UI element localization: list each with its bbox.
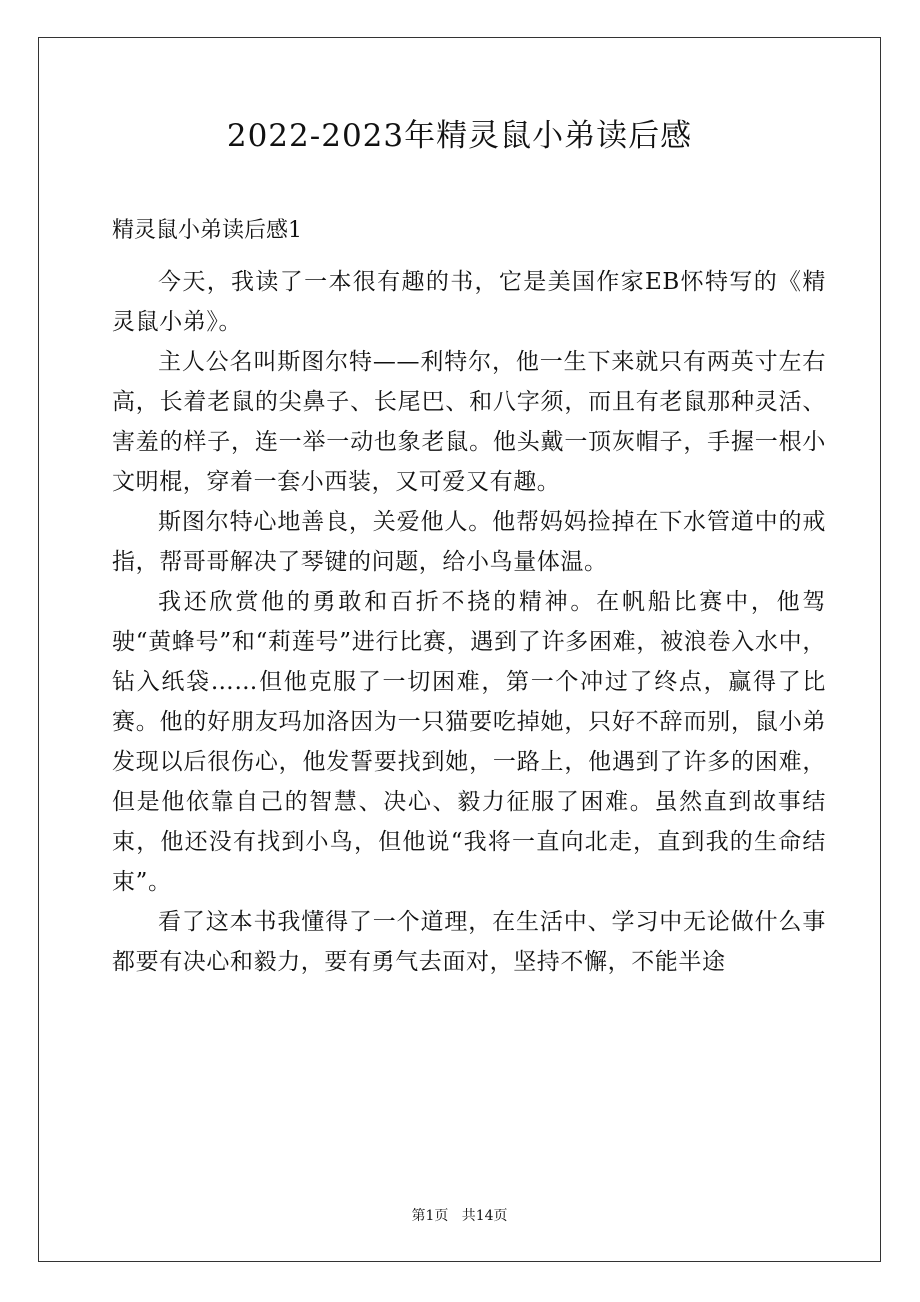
paragraph: 我还欣赏他的勇敢和百折不挠的精神。在帆船比赛中，他驾驶“黄蜂号”和“莉莲号”进行比赛，遇到了许多困难，被浪卷入水中，钻入纸袋……但他克服了一切困难，第一个冲过了终点，赢得了比赛。他的好朋友玛加洛因为一只猫要吃掉她，只好不辞而别，鼠小弟发现以后很伤心，他发誓要找到她，一路上，他遇到了许多的困难，但是他依靠自己的智慧、决心、毅力征服了困难。虽然直到故事结束，他还没有找到小鸟，但他说“我将一直向北走，直到我的生命结束”。 bbox=[112, 589, 826, 895]
section-heading: 精灵鼠小弟读后感1 bbox=[112, 218, 302, 243]
page-footer: 第1页 共14页 bbox=[411, 1208, 508, 1224]
paragraph: 今天，我读了一本很有趣的书，它是美国作家EB怀特写的《精灵鼠小弟》。 bbox=[112, 269, 826, 335]
document-title: 2022-2023年精灵鼠小弟读后感 bbox=[226, 118, 693, 154]
body-text bbox=[112, 262, 826, 982]
paragraph: 主人公名叫斯图尔特——利特尔，他一生下来就只有两英寸左右高，长着老鼠的尖鼻子、长尾巴、和八字须，而且有老鼠那种灵活、害羞的样子，连一举一动也象老鼠。他头戴一顶灰帽子，手握一根小文明棍，穿着一套小西装，又可爱又有趣。 bbox=[112, 349, 826, 495]
paragraph: 看了这本书我懂得了一个道理，在生活中、学习中无论做什么事都要有决心和毅力，要有勇气去面对，坚持不懈，不能半途 bbox=[112, 909, 826, 975]
paragraph: 斯图尔特心地善良，关爱他人。他帮妈妈捡掉在下水管道中的戒指，帮哥哥解决了琴键的问题，给小鸟量体温。 bbox=[112, 509, 826, 575]
